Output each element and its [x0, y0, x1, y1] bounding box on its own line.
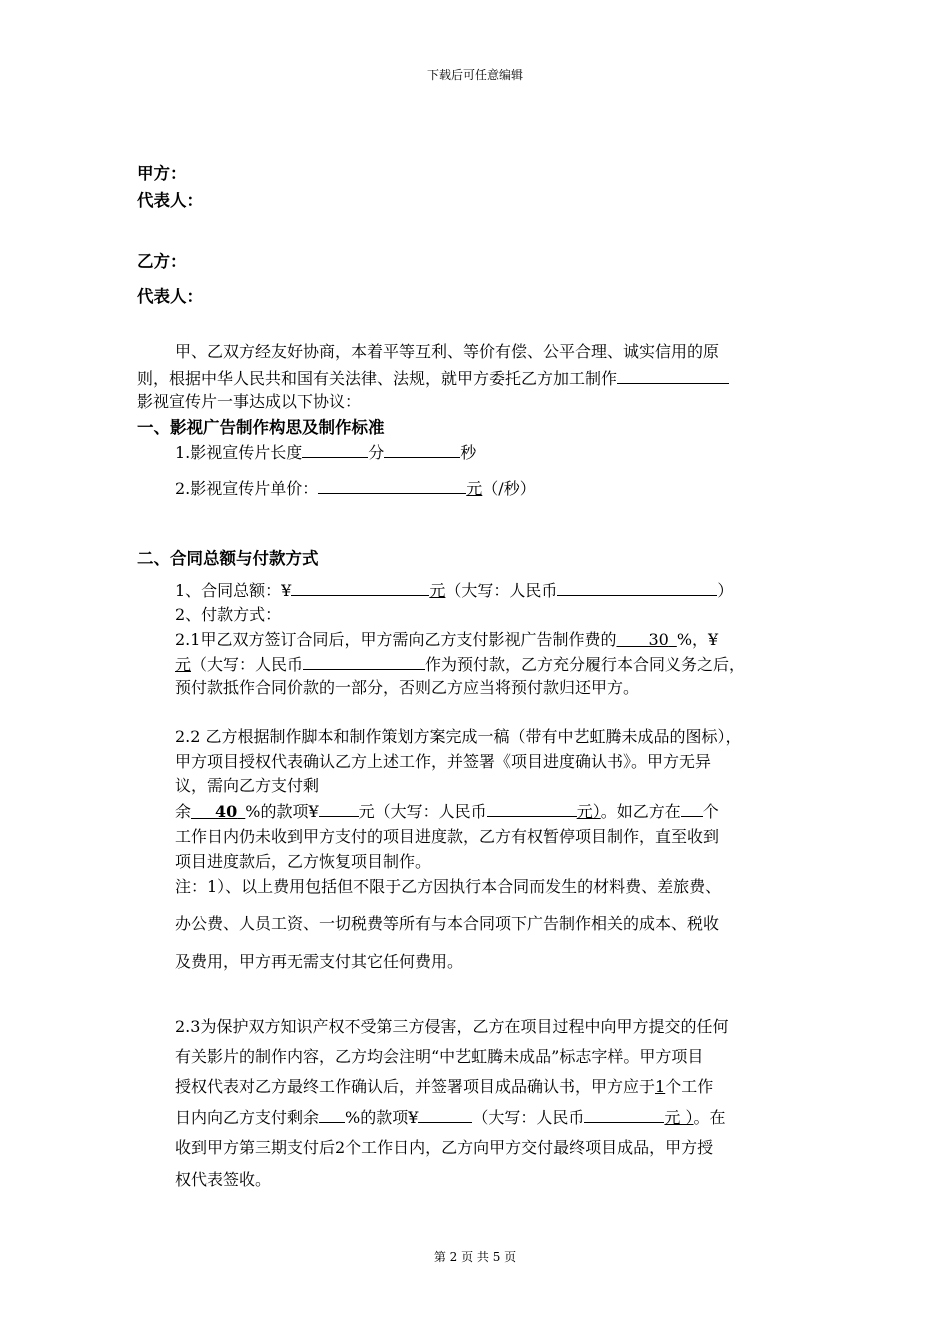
- section-1-item-2: 2.影视宣传片单价： 元（/秒）: [175, 476, 536, 501]
- clause-2-1-line-3: 预付款抵作合同价款的一部分，否则乙方应当将预付款归还甲方。: [175, 678, 640, 697]
- prepay-words-blank[interactable]: [303, 652, 425, 670]
- party-a-representative-label: 代表人：: [137, 191, 203, 210]
- clause-2-2-line-1: 2.2 乙方根据制作脚本和制作策划方案完成一稿（带有中艺虹腾未成品的图标），: [175, 727, 742, 746]
- note-line-2: 办公费、人员工资、一切税费等所有与本合同项下广告制作相关的成本、税收: [175, 914, 720, 933]
- clause-2-2-line-3: 议，需向乙方支付剩: [175, 776, 320, 795]
- progress-words-blank[interactable]: [487, 799, 577, 817]
- minutes-blank[interactable]: [302, 440, 368, 458]
- clause-2-3-line-6: 权代表签收。: [175, 1170, 272, 1189]
- clause-2-2-line-5: 工作日内仍未收到甲方支付的项目进度款，乙方有权暂停项目制作，直至收到: [175, 827, 720, 846]
- clause-2-2-line-2: 甲方项目授权代表确认乙方上述工作，并签署《项目进度确认书》。甲方无异: [175, 752, 712, 771]
- clause-2-1-line-1: 2.1甲乙双方签订合同后，甲方需向乙方支付影视广告制作费的 30 %，¥: [175, 630, 719, 649]
- clause-2-1-line-2: 元（大写：人民币 作为预付款，乙方充分履行本合同义务之后，: [175, 652, 745, 677]
- note-line-3: 及费用，甲方再无需支付其它任何费用。: [175, 952, 464, 971]
- clause-2-3-line-4: 日内向乙方支付剩余 %的款项¥ （大写：人民币 元 ）。在: [175, 1105, 726, 1130]
- clause-2-3-line-3: 授权代表对乙方最终工作确认后，并签署项目成品确认书，甲方应于1个工作: [175, 1077, 714, 1096]
- clause-2-3-line-1: 2.3为保护双方知识产权不受第三方侵害，乙方在项目过程中向甲方提交的任何: [175, 1017, 729, 1036]
- note-line-1: 注：1）、以上费用包括但不限于乙方因执行本合同而发生的材料费、差旅费、: [175, 877, 722, 896]
- prepay-percent: 30: [648, 630, 669, 649]
- product-name-blank[interactable]: [617, 366, 729, 384]
- progress-amount-blank[interactable]: [319, 799, 359, 817]
- clause-2-3-line-2: 有关影片的制作内容，乙方均会注明“中艺虹腾未成品”标志字样。甲方项目: [175, 1047, 704, 1066]
- seconds-blank[interactable]: [384, 440, 460, 458]
- final-words-blank[interactable]: [584, 1105, 664, 1123]
- unit-price-blank[interactable]: [318, 476, 466, 494]
- section-1-title: 一、影视广告制作构思及制作标准: [137, 418, 385, 437]
- section-1-item-1: 1.影视宣传片长度 分 秒: [175, 440, 476, 465]
- party-b-label: 乙方：: [137, 252, 187, 271]
- clause-2-2-line-4: 余 40 %的款项¥ 元（大写：人民币 元）。如乙方在 个: [175, 799, 719, 824]
- page-header: 下载后可任意编辑: [426, 68, 523, 82]
- party-b-representative-label: 代表人：: [137, 287, 203, 306]
- contract-total-words-blank[interactable]: [557, 578, 717, 596]
- intro-line-2: 则，根据中华人民共和国有关法律、法规，就甲方委托乙方加工制作: [137, 366, 729, 391]
- page-footer: 第 2 页 共 5 页: [433, 1250, 517, 1264]
- final-percent-blank[interactable]: [319, 1105, 345, 1123]
- clause-2-3-line-5: 收到甲方第三期支付后2个工作日内，乙方向甲方交付最终项目成品，甲方授: [175, 1138, 714, 1157]
- contract-total-amount-blank[interactable]: [291, 578, 429, 596]
- contract-total-line: 1、合同总额：¥ 元（大写：人民币 ）: [175, 578, 733, 603]
- final-amount-blank[interactable]: [418, 1105, 472, 1123]
- clause-2-2-line-6: 项目进度款后，乙方恢复项目制作。: [175, 852, 432, 871]
- progress-percent: 40: [215, 802, 238, 821]
- days-blank[interactable]: [681, 799, 703, 817]
- payment-method-label: 2、付款方式：: [175, 605, 282, 624]
- section-2-title: 二、合同总额与付款方式: [137, 549, 319, 568]
- intro-line-3: 影视宣传片一事达成以下协议：: [137, 392, 362, 411]
- party-a-label: 甲方：: [137, 164, 187, 183]
- intro-line-1: 甲、乙双方经友好协商，本着平等互利、等价有偿、公平合理、诚实信用的原: [175, 342, 720, 361]
